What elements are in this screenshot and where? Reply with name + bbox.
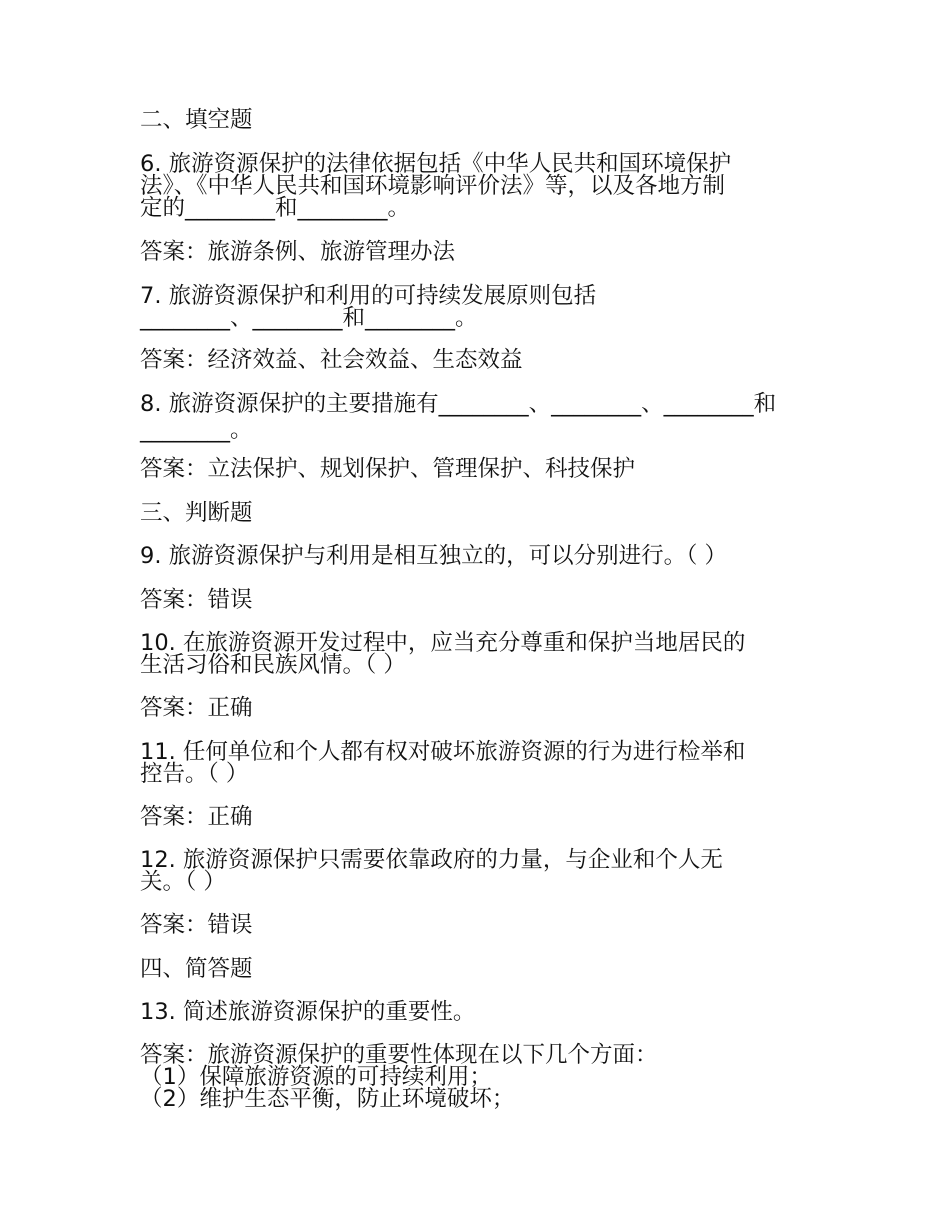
answer-6: 答案：旅游条例、旅游管理办法 <box>140 239 456 265</box>
section-heading-true-false: 三、判断题 <box>140 500 253 526</box>
question-6-line-3: 定的________和________。 <box>140 195 411 221</box>
question-6-line-1: 6. 旅游资源保护的法律依据包括《中华人民共和国环境保护 <box>140 151 732 177</box>
question-8-line-2: ________。 <box>140 417 253 443</box>
question-7-line-2: ________、________和________。 <box>140 305 478 331</box>
answer-12: 答案：错误 <box>140 912 253 938</box>
question-11-line-1: 11. 任何单位和个人都有权对破坏旅游资源的行为进行检举和 <box>140 739 746 765</box>
question-12-line-2: 关。（ ） <box>140 869 226 895</box>
answer-13-point-1: （1）保障旅游资源的可持续利用； <box>140 1064 492 1090</box>
question-11-line-2: 控告。（ ） <box>140 761 249 787</box>
question-13-line-1: 13. 简述旅游资源保护的重要性。 <box>140 999 476 1025</box>
question-7-line-1: 7. 旅游资源保护和利用的可持续发展原则包括 <box>140 283 597 309</box>
answer-13: 答案：旅游资源保护的重要性体现在以下几个方面： <box>140 1042 658 1068</box>
section-heading-short-answer: 四、简答题 <box>140 956 253 982</box>
answer-8: 答案：立法保护、规划保护、管理保护、科技保护 <box>140 456 636 482</box>
answer-13-point-2: （2）维护生态平衡，防止环境破坏； <box>140 1086 515 1112</box>
answer-10: 答案：正确 <box>140 695 253 721</box>
answer-7: 答案：经济效益、社会效益、生态效益 <box>140 347 523 373</box>
question-6-line-2: 法》、《中华人民共和国环境影响评价法》等，以及各地方制 <box>140 173 726 199</box>
question-10-line-2: 生活习俗和民族风情。（ ） <box>140 652 406 678</box>
answer-11: 答案：正确 <box>140 804 253 830</box>
answer-9: 答案：错误 <box>140 587 253 613</box>
question-8-line-1: 8. 旅游资源保护的主要措施有________、________、________和 <box>140 391 777 417</box>
question-10-line-1: 10. 在旅游资源开发过程中，应当充分尊重和保护当地居民的 <box>140 630 746 656</box>
question-12-line-1: 12. 旅游资源保护只需要依靠政府的力量，与企业和个人无 <box>140 847 723 873</box>
question-9-line-1: 9. 旅游资源保护与利用是相互独立的，可以分别进行。（ ） <box>140 543 728 569</box>
section-heading-fill-blank: 二、填空题 <box>140 107 253 133</box>
